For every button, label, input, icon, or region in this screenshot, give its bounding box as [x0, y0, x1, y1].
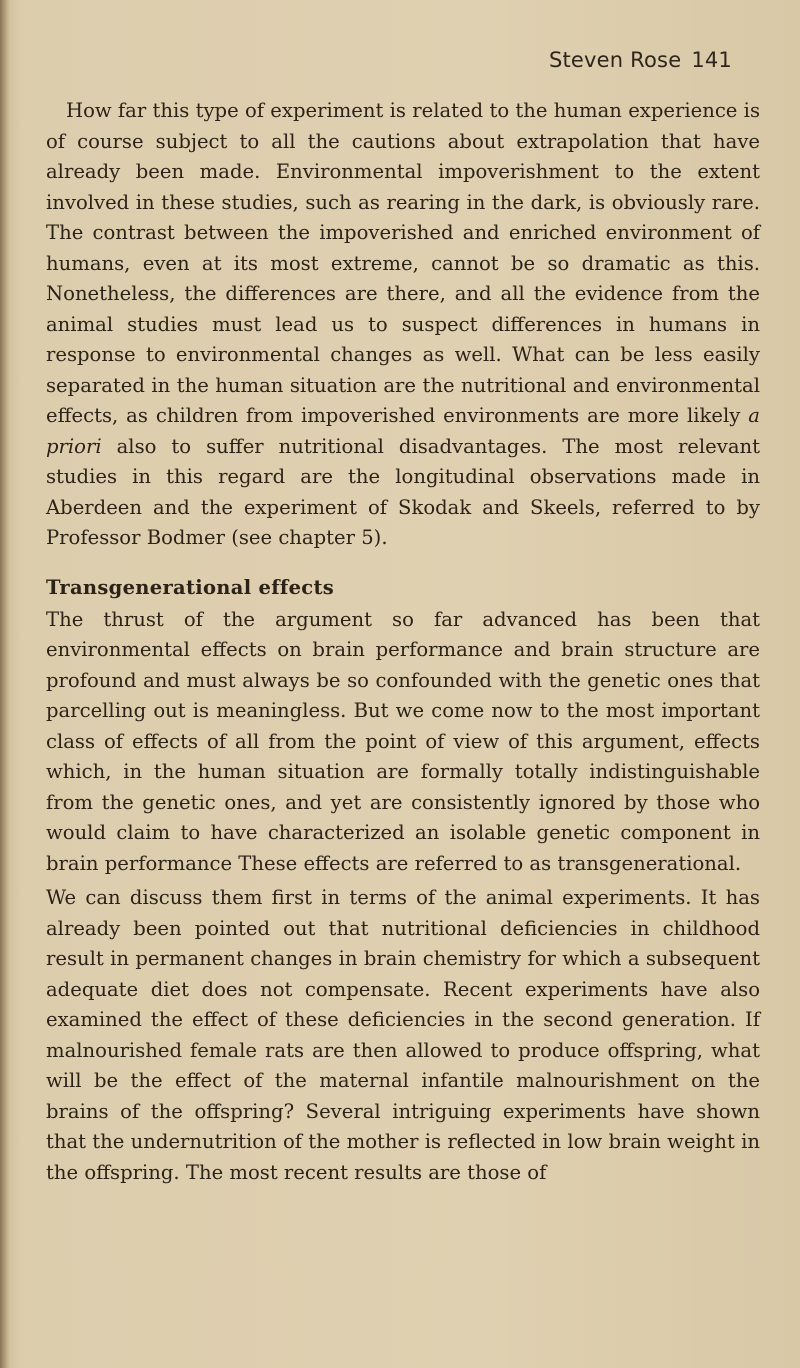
italic-phrase: a priori [46, 404, 760, 458]
paragraph-1 [46, 96, 760, 554]
section-heading: Transgenerational effects [46, 575, 335, 599]
body-text [46, 96, 760, 1188]
paragraph-3: We can discuss them first in terms of the animal experiments. It has already been pointed out that nutritional deficiencies in childhood result in permanent changes in brain chemistry for which a subsequent adequate diet does not compensate. Recent experiments have also examined the effect of these deficiencies in the second generation. If malnourished female rats are then allowed to produce offspring, what will be the effect of the maternal infantile malnourishment on the brains of the offspring? Several intriguing experiments have shown that the undernutrition of the mother is reflected in low brain weight in the offspring. The most recent results are those of [46, 886, 760, 1184]
page-number: 141 [691, 48, 732, 72]
paragraph-1-text: How far this type of experiment is related to the human experience is of course subject to all the cautions about extrapolation that have already been made. Environmental impoverishment to the extent involved in these studies, such as rearing in the dark, is obviously rare. The contrast between the impoverished and enriched environment of humans, even at its most extreme, cannot be so dramatic as this. Nonetheless, the differences are there, and all the evidence from the animal studies must lead us to suspect differences in humans in response to environmental changes as well. What can be less easily separated in the human situation are the nutritional and environmental effects, as children from impoverished environments are more likely [46, 99, 760, 427]
author-name: Steven Rose [548, 48, 682, 72]
page-edge [0, 0, 10, 1368]
paragraph-2: The thrust of the argument so far advanced has been that environmental effects on brain performance and brain structure are profound and must always be so confounded with the genetic ones that parcelling out is meaningless. But we come now to the most important class of effects of all from the point of view of this argument, effects which, in the human situation are formally totally indistinguishable from the genetic ones, and yet are consistently ignored by those who would claim to have characterized an isolable genetic component in brain performance These effects are referred to as transgenerational. [46, 607, 760, 875]
running-head [549, 48, 732, 72]
paragraph-1-end: also to suffer nutritional disadvantages. The most relevant studies in this regard are the longitudinal observations made in Aberdeen and the experiment of Skodak and Skeels, referred to by Professor Bodmer (see chapter 5). [46, 434, 761, 549]
